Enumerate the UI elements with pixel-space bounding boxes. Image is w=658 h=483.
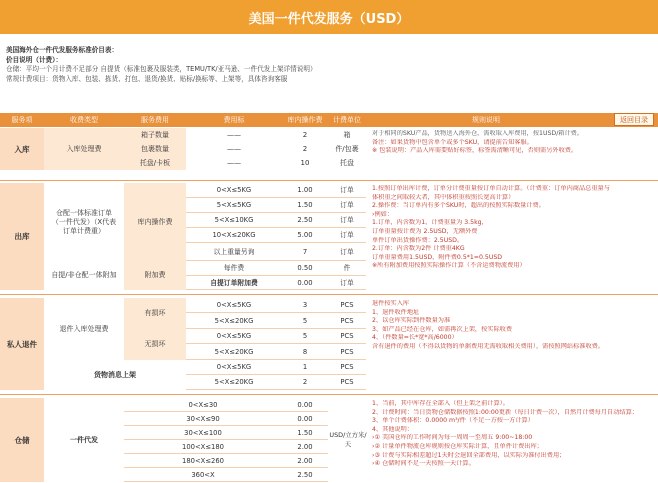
- rules-notes: [368, 128, 658, 170]
- note-line: 订单重量按计费为 2.5USD，无额外费: [372, 227, 478, 235]
- standard-value: 0<X≤5KG: [216, 332, 252, 340]
- table-row: [186, 243, 366, 261]
- price-value: 5: [302, 332, 308, 340]
- table-row: [186, 261, 366, 276]
- rules-notes: [368, 298, 658, 390]
- category-label: 箱子数量: [124, 128, 186, 142]
- charge-item: 退件入库处理费: [44, 298, 124, 360]
- standard-value: 360<X: [191, 471, 215, 479]
- divider: [0, 394, 658, 395]
- price-value: 0.50: [297, 264, 313, 272]
- section-outbound: [0, 183, 658, 290]
- unit-value: 订单: [340, 248, 354, 256]
- category-label: 附加费: [124, 261, 186, 290]
- price-value: 1: [302, 363, 308, 371]
- price-value: 2: [302, 378, 308, 386]
- section-name: 仓储: [0, 398, 44, 482]
- price-value: 5: [302, 317, 308, 325]
- unit-value: PCS: [340, 348, 354, 356]
- table-row: [124, 468, 282, 482]
- table-row: [124, 454, 282, 468]
- unit-value: 订单: [340, 216, 354, 224]
- table-row: [282, 440, 328, 454]
- charge-item: 自提/非仓配一体附加: [44, 261, 124, 290]
- standard-value: 180<X≤260: [182, 457, 224, 465]
- category-label: 库内操作费: [124, 183, 186, 261]
- table-row: [186, 183, 366, 198]
- standard-value: 0<X≤5KG: [216, 186, 252, 194]
- note-line: 1.订单，内含数为1，计费重量为 3.5kg，: [372, 219, 488, 227]
- category-label: 无损坏: [124, 329, 186, 360]
- price-value: 2: [302, 144, 308, 153]
- charge-item: 货物消息上架: [44, 360, 186, 390]
- standard-value: 30<X≤90: [186, 415, 220, 423]
- unit-value: PCS: [340, 332, 354, 340]
- page-title: 美国一件代发服务（USD）: [0, 0, 658, 34]
- standard-value: 0<X≤5KG: [216, 363, 252, 371]
- price-value: 1.00: [297, 186, 313, 194]
- price-value: 3: [302, 301, 308, 309]
- intro-line: 美国海外仓一件代发服务标准价目表：: [6, 46, 119, 54]
- header-notes: 规则说明: [472, 116, 500, 124]
- note-line: 2、以仓库实际到件数量为准: [372, 317, 451, 325]
- price-value: 10: [300, 158, 310, 167]
- intro-line: 价目说明（计费）：: [6, 55, 63, 64]
- unit-value: PCS: [340, 363, 354, 371]
- note-line: ›例如：: [372, 210, 394, 218]
- unit-value: 订单: [340, 186, 354, 194]
- table-row: [186, 228, 366, 243]
- divider: [0, 294, 658, 295]
- unit-value: 件/包裹: [335, 144, 359, 153]
- charge-item: 入库处理费: [44, 128, 124, 170]
- note-line: 2.订单：内含数为2件 计费重4KG: [372, 245, 465, 253]
- standard-value: 0<X≤30: [188, 401, 218, 409]
- standard-value: 以上重量另询: [213, 248, 255, 256]
- section-returns: [0, 298, 658, 390]
- table-row: [282, 398, 328, 412]
- header-unit: 计费单位: [333, 116, 361, 124]
- section-name: 出库: [0, 183, 44, 290]
- standard-value: ——: [227, 130, 241, 139]
- standard-value: 自提订单附加费: [210, 279, 258, 287]
- note-line: ※ 包装说明：产品入库需要贴好标签，标签需清晰可见，否则需另外收费。: [372, 147, 578, 155]
- price-value: 2: [302, 130, 308, 139]
- unit-value: 箱: [343, 130, 351, 139]
- price-value: 0.00: [297, 415, 313, 423]
- note-line: 4、（件数量=长*宽*高/6000）: [372, 334, 458, 342]
- table-row: [124, 440, 282, 454]
- note-line: ※所有附加费用按照实际操作计算（不含运费物流费用）: [372, 262, 526, 270]
- price-value: 5.00: [297, 231, 313, 239]
- standard-value: 5<X≤5KG: [216, 201, 252, 209]
- standard-value: 5<X≤20KG: [214, 378, 254, 386]
- note-line: 退件按实入库: [372, 300, 410, 307]
- note-line: 3、单个计费体积：0.0000 m³/件（不足一方按一方计算）: [372, 417, 534, 425]
- note-line: 1.按照订单出库计费，订单分计费重量按订单自动计算。（计费重：订单内商品总重量与: [372, 185, 610, 192]
- price-value: 0.00: [297, 401, 313, 409]
- unit-value: PCS: [340, 317, 354, 325]
- header-charge-item: 收费类型: [70, 116, 98, 124]
- standard-value: ——: [227, 158, 241, 167]
- unit-value: PCS: [340, 378, 354, 386]
- standard-value: 5<X≤20KG: [214, 348, 254, 356]
- header-price: 库内操作费: [287, 116, 323, 124]
- note-line: ›③ 计费与实际相差超过1天时会退回全部费用，以实际为准付出费用；: [372, 451, 566, 459]
- price-value: 2.50: [297, 471, 313, 479]
- table-row: [186, 276, 366, 290]
- note-line: 1、当前，其中库存在全部入（但上架之前计算）。: [372, 400, 509, 407]
- table-header: [0, 113, 658, 127]
- table-row: [186, 360, 366, 375]
- note-line: 3、如产品已经在仓库，如需再次上架，按实际收费: [372, 325, 513, 333]
- price-value: 1.50: [297, 201, 313, 209]
- table-row: [186, 344, 366, 360]
- note-line: 4、其他说明：: [372, 425, 414, 433]
- table-row: [186, 298, 366, 313]
- standard-value: 每件费: [223, 264, 245, 272]
- category-label: 有损坏: [124, 298, 186, 329]
- standard-value: ——: [227, 144, 241, 153]
- rules-notes: [368, 398, 658, 482]
- standard-value: 10<X≤20KG: [212, 231, 256, 239]
- standard-value: 100<X≤180: [182, 443, 224, 451]
- charge-item: 一件代发: [44, 398, 124, 482]
- note-line: ›④ 仓储时间不足一天按照一天计算。: [372, 460, 475, 468]
- table-row: [186, 329, 366, 344]
- note-line: ›② 计量单件物流仓库规则按仓库实际计算，且单件计费出库；: [372, 442, 543, 450]
- section-name: 入库: [0, 128, 44, 170]
- note-line: 对于相同的SKU产品，货物送入海外仓，需收取入库费用，按1USD/箱计费。: [372, 130, 584, 137]
- table-row: [282, 426, 328, 440]
- price-value: 2.00: [297, 443, 313, 451]
- note-line: ›① 美国仓库的工作时间为每一周周一至周五 9:00~18:00: [372, 434, 533, 442]
- unit-value: 订单: [340, 201, 354, 209]
- unit-value: PCS: [340, 301, 354, 309]
- section-inbound: [0, 128, 658, 170]
- note-line: 2、计费时间：当日货物仓储数据按照1:00:00更新（每日计费一次），自然月计费每月自动结算；: [372, 408, 638, 416]
- note-line: 订单重量费用1.5USD，附件费0.5*1=0.5USD: [372, 253, 503, 261]
- section-storage: [0, 398, 658, 482]
- table-row: [186, 313, 366, 329]
- note-line: 单件订单出货操作费：2.5USD。: [372, 236, 464, 244]
- unit-value: 订单: [340, 231, 354, 239]
- standard-value: 5<X≤10KG: [214, 216, 254, 224]
- table-row: [282, 454, 328, 468]
- standard-value: 5<X≤20KG: [214, 317, 254, 325]
- unit-value: 订单: [340, 279, 354, 287]
- table-row: [282, 412, 328, 426]
- intro-text: [6, 46, 646, 84]
- price-value: 7: [302, 248, 308, 256]
- back-to-catalog-button[interactable]: 返回目录: [614, 113, 654, 126]
- divider: [0, 180, 658, 181]
- table-row: [124, 426, 282, 440]
- intro-line: 仓储：平均一个月计费不足部分 自提货（标准包裹及服装类，TEMU/TK/亚马逊、一件代发上架详情说明）: [6, 65, 317, 73]
- table-row: [186, 375, 366, 390]
- unit-value: 托盘: [340, 158, 354, 167]
- header-category: 服务费用: [141, 116, 169, 124]
- note-line: 含有退件的费用（不得以货物的单据费用无需收取相关费用），需按照网站标准收费。: [372, 342, 605, 350]
- table-row: [124, 412, 282, 426]
- table-row: [186, 198, 366, 213]
- header-service-class: 服务项: [11, 116, 33, 124]
- note-line: 2.操作费：当订单内有多个SKU时，超出的按照实际数量计费。: [372, 202, 545, 210]
- standard-value: 30<X≤100: [184, 429, 222, 437]
- rules-notes: [368, 183, 658, 290]
- unit-value: USD/立方米/天: [329, 431, 367, 448]
- price-value: 1.50: [297, 429, 313, 437]
- price-value: 2.00: [297, 457, 313, 465]
- price-value: 0.00: [297, 279, 313, 287]
- note-line: 体积重之间取较大者，其中体积重按照长宽高计算）: [372, 193, 515, 201]
- header-standard: 费用标: [223, 116, 245, 124]
- intro-line: 常规计费项目：货物入库、包装、拣货、打包、退货/换货、贴标/换标等、上架等，具体咨询客服: [6, 74, 288, 83]
- table-row: [186, 213, 366, 228]
- standard-value: 0<X≤5KG: [216, 301, 252, 309]
- unit-value: 件: [343, 264, 351, 272]
- section-name: 私人退件: [0, 298, 44, 390]
- category-label: 托盘/卡板: [124, 156, 186, 170]
- note-line: 备注：如果货物中包含单个或多个SKU，请提前告知客服。: [372, 138, 533, 146]
- table-row: [282, 468, 328, 482]
- price-value: 8: [302, 348, 308, 356]
- price-value: 2.50: [297, 216, 313, 224]
- category-label: 包裹数量: [124, 142, 186, 156]
- note-line: 1、退件收件地址: [372, 308, 420, 316]
- table-row: [124, 398, 282, 412]
- charge-item: 仓配一体标准订单（一件代发）（X代表订单计费重）: [44, 183, 124, 261]
